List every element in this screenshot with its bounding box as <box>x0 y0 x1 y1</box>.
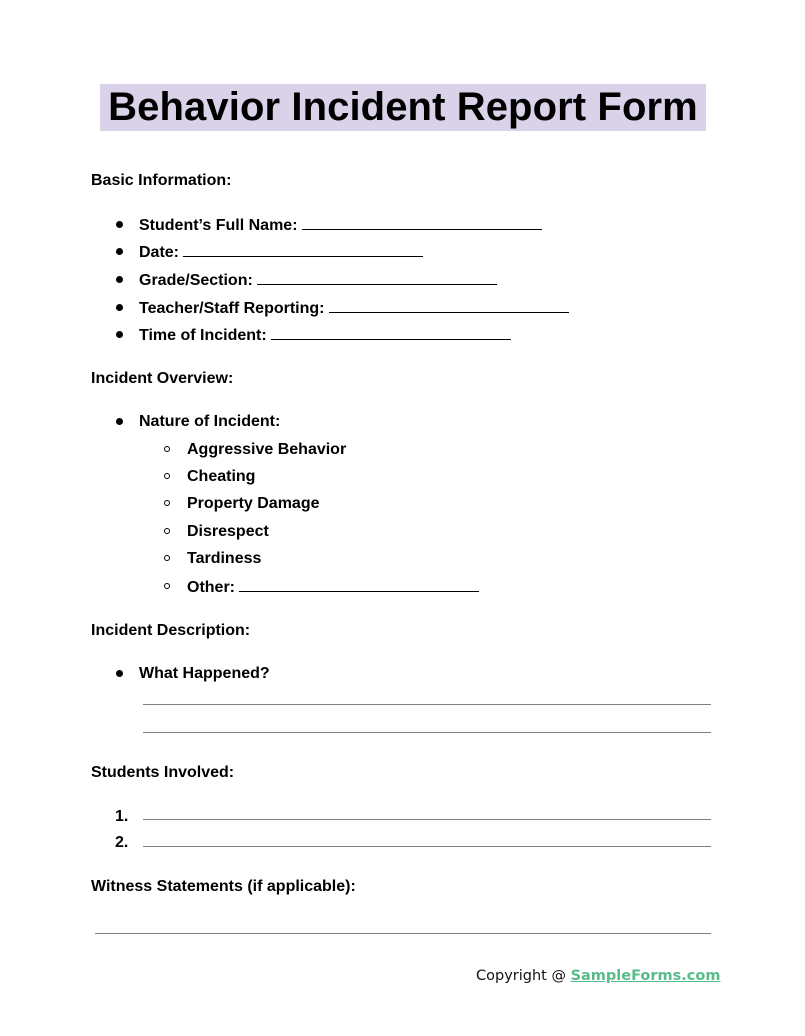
field-grade-section <box>139 270 497 291</box>
what-happened-line-1[interactable] <box>143 704 711 705</box>
field-label: Student’s Full Name: <box>139 217 298 234</box>
field-teacher-staff-reporting <box>139 298 569 319</box>
what-happened-label: What Happened? <box>139 665 270 682</box>
section-heading-students-involved: Students Involved: <box>91 764 235 781</box>
circle-bullet-icon <box>164 528 170 534</box>
grade-section-input[interactable] <box>257 270 497 285</box>
circle-bullet-icon <box>164 583 170 589</box>
section-heading-witness-statements: Witness Statements (if applicable): <box>91 878 356 895</box>
field-label: Grade/Section: <box>139 272 253 289</box>
sampleforms-link[interactable]: SampleForms.com <box>570 968 721 984</box>
field-time-of-incident <box>139 325 511 346</box>
copyright-footer <box>476 965 720 986</box>
option-other <box>187 577 479 598</box>
student-involved-line-1[interactable] <box>143 819 711 820</box>
what-happened-line-2[interactable] <box>143 732 711 733</box>
copyright-text: Copyright @ <box>476 968 571 984</box>
date-input[interactable] <box>183 242 423 257</box>
option-disrespect[interactable]: Disrespect <box>187 523 269 540</box>
bullet-icon <box>116 276 123 283</box>
nature-of-incident-label: Nature of Incident: <box>139 413 281 430</box>
field-date <box>139 242 423 263</box>
time-of-incident-input[interactable] <box>271 325 511 340</box>
student-entry-number-2: 2. <box>115 834 129 851</box>
page-title: Behavior Incident Report Form <box>108 85 698 129</box>
title-highlight <box>100 84 706 131</box>
option-tardiness[interactable]: Tardiness <box>187 550 262 567</box>
circle-bullet-icon <box>164 473 170 479</box>
bullet-icon <box>116 331 123 338</box>
student-involved-line-2[interactable] <box>143 846 711 847</box>
witness-statement-line[interactable] <box>95 933 711 934</box>
section-heading-basic-information: Basic Information: <box>91 172 232 189</box>
field-label: Teacher/Staff Reporting: <box>139 300 325 317</box>
field-student-full-name <box>139 215 542 236</box>
circle-bullet-icon <box>164 500 170 506</box>
section-heading-incident-overview: Incident Overview: <box>91 370 234 387</box>
field-label: Date: <box>139 244 180 261</box>
student-entry-number-1: 1. <box>115 808 129 825</box>
other-incident-input[interactable] <box>239 577 479 592</box>
field-label: Time of Incident: <box>139 327 267 344</box>
teacher-staff-input[interactable] <box>329 298 569 313</box>
student-name-input[interactable] <box>302 215 542 230</box>
bullet-icon <box>116 248 123 255</box>
option-cheating[interactable]: Cheating <box>187 468 256 485</box>
bullet-icon <box>116 670 123 677</box>
bullet-icon <box>116 418 123 425</box>
circle-bullet-icon <box>164 446 170 452</box>
bullet-icon <box>116 304 123 311</box>
circle-bullet-icon <box>164 555 170 561</box>
section-heading-incident-description: Incident Description: <box>91 622 251 639</box>
option-property-damage[interactable]: Property Damage <box>187 495 320 512</box>
bullet-icon <box>116 221 123 228</box>
option-other-label[interactable]: Other: <box>187 579 235 596</box>
option-aggressive-behavior[interactable]: Aggressive Behavior <box>187 441 347 458</box>
